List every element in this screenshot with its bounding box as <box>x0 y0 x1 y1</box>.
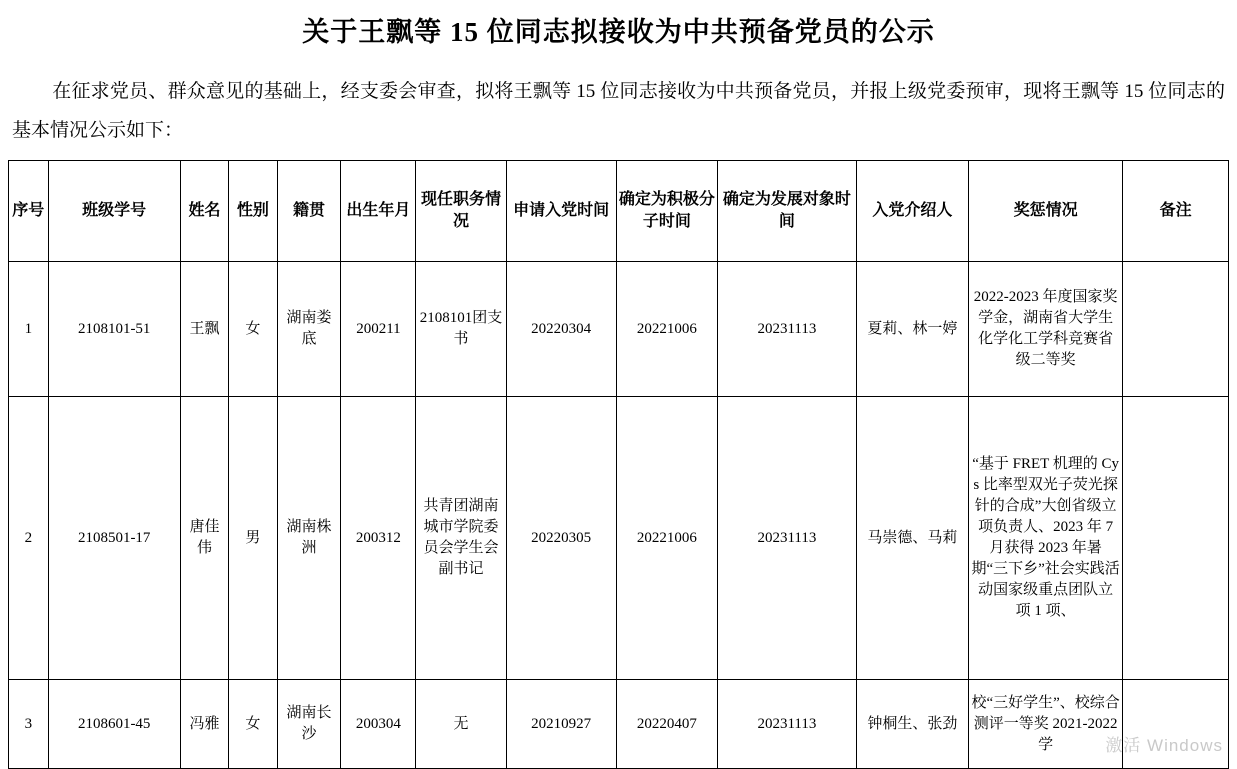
cell-seq: 3 <box>9 680 49 769</box>
column-header-birth: 出生年月 <box>341 161 416 262</box>
cell-awards: 校“三好学生”、校综合测评一等奖 2021-2022 学 <box>969 680 1123 769</box>
column-header-sex: 性别 <box>229 161 277 262</box>
intro-paragraph-text: 在征求党员、群众意见的基础上，经支委会审查，拟将王飘等 15 位同志接收为中共预备党员，并报上级党委预审，现将王飘等 15 位同志的基本情况公示如下： <box>12 81 1225 141</box>
cell-sex: 女 <box>229 680 277 769</box>
cell-apply-time: 20210927 <box>506 680 616 769</box>
table-row <box>9 397 1229 680</box>
members-table <box>8 160 1229 769</box>
cell-name: 冯雅 <box>180 680 228 769</box>
cell-post: 2108101团支书 <box>416 262 506 397</box>
cell-seq: 1 <box>9 262 49 397</box>
column-header-remark: 备注 <box>1123 161 1229 262</box>
table-header <box>9 161 1229 262</box>
cell-apply-time: 20220305 <box>506 397 616 680</box>
table-body <box>9 262 1229 769</box>
cell-introducers: 马崇德、马莉 <box>856 397 968 680</box>
cell-apply-time: 20220304 <box>506 262 616 397</box>
cell-remark <box>1123 397 1229 680</box>
cell-post: 共青团湖南城市学院委员会学生会副书记 <box>416 397 506 680</box>
table-header-row <box>9 161 1229 262</box>
cell-remark <box>1123 262 1229 397</box>
page-title: 关于王飘等 15 位同志拟接收为中共预备党员的公示 <box>302 17 935 47</box>
table-row <box>9 262 1229 397</box>
cell-name: 唐佳伟 <box>180 397 228 680</box>
cell-class-id: 2108101-51 <box>48 262 180 397</box>
cell-awards: 2022-2023 年度国家奖学金，湖南省大学生化学化工学科竞赛省级二等奖 <box>969 262 1123 397</box>
column-header-class-id: 班级学号 <box>48 161 180 262</box>
cell-origin: 湖南娄底 <box>277 262 341 397</box>
cell-sex: 女 <box>229 262 277 397</box>
activate-windows-watermark: 激活 Windows <box>1105 736 1223 755</box>
cell-develop-time: 20231113 <box>718 397 857 680</box>
table-row <box>9 680 1229 769</box>
column-header-active-time: 确定为积极分子时间 <box>616 161 717 262</box>
cell-sex: 男 <box>229 397 277 680</box>
cell-active-time: 20221006 <box>616 262 717 397</box>
cell-origin: 湖南长沙 <box>277 680 341 769</box>
cell-seq: 2 <box>9 397 49 680</box>
column-header-seq: 序号 <box>9 161 49 262</box>
column-header-post: 现任职务情况 <box>416 161 506 262</box>
cell-birth: 200304 <box>341 680 416 769</box>
cell-birth: 200211 <box>341 262 416 397</box>
column-header-apply-time: 申请入党时间 <box>506 161 616 262</box>
cell-class-id: 2108601-45 <box>48 680 180 769</box>
column-header-origin: 籍贯 <box>277 161 341 262</box>
cell-develop-time: 20231113 <box>718 262 857 397</box>
cell-origin: 湖南株洲 <box>277 397 341 680</box>
cell-active-time: 20220407 <box>616 680 717 769</box>
cell-name: 王飘 <box>180 262 228 397</box>
cell-introducers: 夏莉、林一婷 <box>856 262 968 397</box>
document-page <box>0 12 1237 758</box>
cell-introducers: 钟桐生、张劲 <box>856 680 968 769</box>
intro-paragraph <box>8 72 1229 150</box>
column-header-introducers: 入党介绍人 <box>856 161 968 262</box>
cell-class-id: 2108501-17 <box>48 397 180 680</box>
column-header-develop-time: 确定为发展对象时间 <box>718 161 857 262</box>
cell-awards: “基于 FRET 机理的 Cys 比率型双光子荧光探针的合成”大创省级立项负责人、2023 年 7 月获得 2023 年暑期“三下乡”社会实践活动国家级重点团队立项 1 项、 <box>969 397 1123 680</box>
cell-active-time: 20221006 <box>616 397 717 680</box>
column-header-name: 姓名 <box>180 161 228 262</box>
cell-develop-time: 20231113 <box>718 680 857 769</box>
column-header-awards: 奖惩情况 <box>969 161 1123 262</box>
cell-post: 无 <box>416 680 506 769</box>
cell-birth: 200312 <box>341 397 416 680</box>
